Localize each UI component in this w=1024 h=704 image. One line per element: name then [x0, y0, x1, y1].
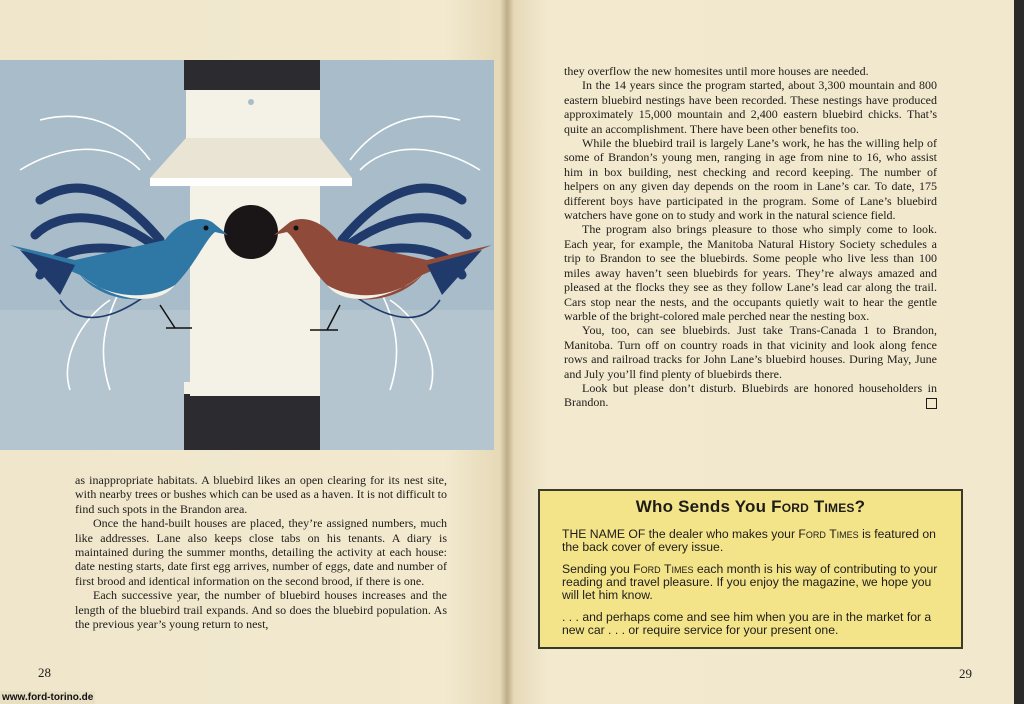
box-p1-tail: is featured on the back cover of every issue. — [562, 527, 936, 554]
article-paragraph: they overflow the new homesites until more houses are needed. — [564, 64, 869, 78]
final-paragraph-text: Look but please don’t disturb. Bluebirds are honored householders in Brandon. — [564, 380, 937, 410]
box-title-times: Times? — [813, 497, 866, 516]
end-of-article-mark — [926, 398, 937, 409]
right-page — [506, 0, 1024, 704]
article-paragraph: Once the hand-built houses are placed, they’re assigned numbers, much like addresses. Lane also keeps close tabs on his tenants. A diary is maintained during the summer months, detailing the activity at each house: date nesting starts, date first egg arrives, number of eggs, date and number of first brood and identical information on the second brood, if there is one. — [75, 516, 447, 588]
book-gutter — [500, 0, 514, 704]
article-paragraph: While the bluebird trail is largely Lane’s work, he has the willing help of some of Brandon’s young men, ranging in age from nine to 16, who assist him in box building, nest checking and record keeping. The number of helpers on any given day depends on the room in Lane’s car. To date, 175 different boys have participated in the program. Some of Lane’s bluebird watchers have gone on to study and work in the natural science field. — [564, 136, 937, 223]
box-p1-ford: Ford — [798, 527, 826, 541]
box-title-ford: Ford — [771, 497, 809, 516]
article-paragraph: The program also brings pleasure to those who simply come to look. Each year, for example, the Manitoba Natural History Society schedules a trip to Brandon to see the bluebirds. Some people who live less than 100 miles away haven’t seen bluebirds for years. They’re always amazed and pleased at the flocks they see as they follow Lane’s lead car along the trail. Cars stop near the nests, and the occupants quietly wait to hear the gentle warble of the bright-colored male perched near the nesting box. — [564, 222, 937, 323]
box-paragraph-2 — [562, 563, 949, 602]
article-paragraph: as inappropriate habitats. A bluebird likes an open clearing for its nest site, with nearby trees or bushes which can be used as a haven. It is not difficult to find such spots in the Brandon area. — [75, 473, 448, 516]
watermark: www.ford-torino.de — [2, 692, 94, 703]
right-article-text — [564, 64, 937, 410]
page-number-right: 29 — [959, 666, 972, 681]
box-paragraph-1 — [562, 528, 949, 554]
box-p2-lead: Sending you — [562, 562, 634, 576]
article-paragraph-final — [564, 381, 937, 410]
box-p2-ford: Ford — [633, 562, 661, 576]
box-title-lead: Who Sends You — [635, 497, 772, 516]
page-number-left: 28 — [38, 665, 51, 680]
box-p2-times: Times — [664, 562, 694, 576]
page-edge — [1014, 0, 1024, 704]
box-p1-lead: THE NAME OF the dealer who makes your — [562, 527, 799, 541]
box-title — [540, 497, 961, 517]
article-paragraph: Each successive year, the number of bluebird houses increases and the length of the bluebird trail expands. And so does the bluebird population. As the previous year’s young return to nest, — [75, 588, 447, 632]
box-paragraph-3: . . . and perhaps come and see him when you are in the market for a new car . . . or require service for your present one. — [562, 610, 932, 637]
bluebirds-illustration — [0, 60, 494, 450]
box-p1-times: Times — [829, 527, 859, 541]
left-article-text — [75, 473, 447, 631]
ford-times-info-box — [538, 489, 963, 649]
article-paragraph: You, too, can see bluebirds. Just take Trans-Canada 1 to Brandon, Manitoba. Turn off on country roads in that vicinity and look along fence rows and railroad tracks for John Lane’s bluebird houses. During May, June and July you’ll find plenty of bluebirds there. — [564, 323, 937, 381]
box-p2-tail: each month is his way of contributing to your reading and travel pleasure. If you enjoy the magazine, we hope you will let him know. — [562, 562, 938, 602]
article-paragraph: In the 14 years since the program started, about 3,300 mountain and 800 eastern bluebird nestings have been recorded. These nestings have produced approximately 15,000 mountain and 2,400 eastern bluebird chicks. That’s quite an accomplishment. There have been other benefits too. — [564, 78, 937, 136]
left-page — [0, 0, 506, 704]
